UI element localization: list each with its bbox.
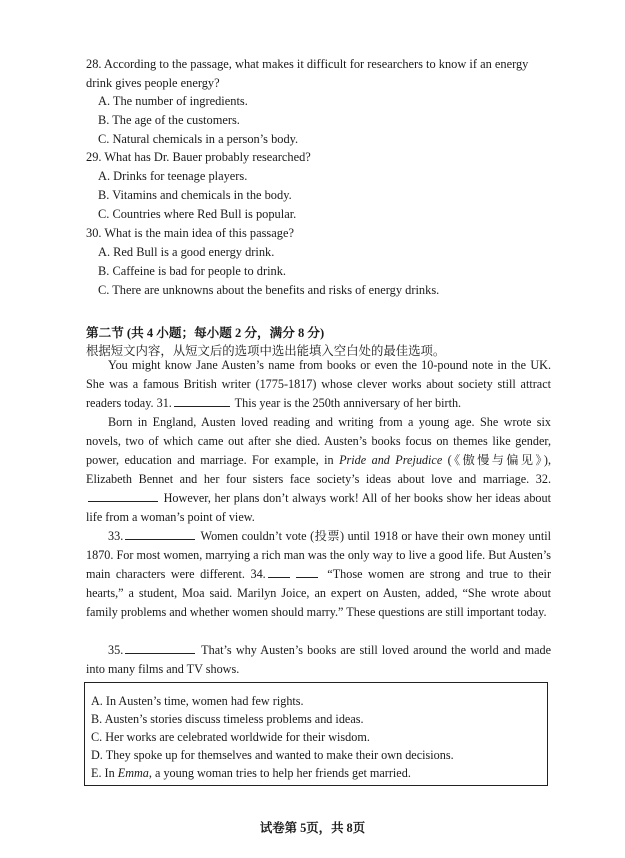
passage-paragraph-1: You might know Jane Austen’s name from books or even the 10-pound note in the UK. She was a famous British writer (1775-1817) whose clever works about society still attract readers today. 31. This year is the 250th anniversary of her birth.: [86, 358, 551, 410]
section-title: 第二节 (共 4 小题；每小题 2 分，满分 8 分): [86, 326, 325, 340]
answer-blank-35[interactable]: [125, 643, 195, 654]
answer-blank-34[interactable]: [268, 567, 290, 578]
passage-paragraph-4: 35. That’s why Austen’s books are still loved around the world and made into many films and TV shows.: [86, 643, 551, 676]
choices-box: [84, 682, 548, 786]
choice-d: D. They spoke up for themselves and wanted to make their own decisions.: [91, 748, 454, 762]
choice-c: C. Her works are celebrated worldwide for their wisdom.: [91, 730, 370, 744]
question-29-option-a: A. Drinks for teenage players.: [98, 169, 248, 183]
question-28-option-a: A. The number of ingredients.: [98, 94, 248, 108]
page-footer: 试卷第 5页，共 8页: [259, 821, 366, 835]
question-30-option-c: C. There are unknowns about the benefits and risks of energy drinks.: [98, 283, 440, 297]
answer-blank-34-segment: [296, 567, 318, 578]
question-28-option-b: B. The age of the customers.: [98, 113, 240, 127]
answer-blank-33[interactable]: [125, 529, 195, 540]
passage-paragraph-3: 33. Women couldn’t vote (投票) until 1918 or have their own money until 1870. For most women, marrying a rich man was the only way to live a good life. But Austen’s main characters were different. 34. “Those women are strong and true to their hearts,” a student, Moa said. Marilyn Joice, an expert on Austen, added, “She wrote about family problems and whether women should marry.” These questions are still important today.: [86, 529, 552, 619]
question-30-option-b: B. Caffeine is bad for people to drink.: [98, 264, 286, 278]
choice-b: B. Austen’s stories discuss timeless problems and ideas.: [91, 712, 364, 726]
choice-e: E. In Emma, a young woman tries to help her friends get married.: [91, 766, 411, 780]
question-29-option-c: C. Countries where Red Bull is popular.: [98, 207, 297, 221]
question-30-option-a: A. Red Bull is a good energy drink.: [98, 245, 275, 259]
question-28: 28. According to the passage, what makes it difficult for researchers to know if an energy drink gives people energy?: [86, 57, 529, 90]
question-30: 30. What is the main idea of this passage?: [86, 226, 294, 240]
question-29: 29. What has Dr. Bauer probably researched?: [86, 150, 311, 164]
question-28-option-c: C. Natural chemicals in a person’s body.: [98, 132, 299, 146]
choice-a: A. In Austen’s time, women had few rights.: [91, 694, 304, 708]
question-29-option-b: B. Vitamins and chemicals in the body.: [98, 188, 292, 202]
answer-blank-32[interactable]: [88, 491, 158, 502]
passage-paragraph-2: Born in England, Austen loved reading and writing from a young age. She wrote six novels, two of which came out after she died. Austen’s books focus on themes like gender, power, education and marriage. For example, in Pride and Prejudice (《傲慢与偏见》), Elizabeth Bennet and her four sisters face society’s ideas about love and marriage. 32. However, her plans don’t always work! All of her books show her ideas about life from a woman’s point of view.: [86, 415, 552, 524]
answer-blank-31[interactable]: [174, 396, 230, 407]
section-instruction: 根据短文内容，从短文后的选项中选出能填入空白处的最佳选项。: [86, 344, 446, 358]
